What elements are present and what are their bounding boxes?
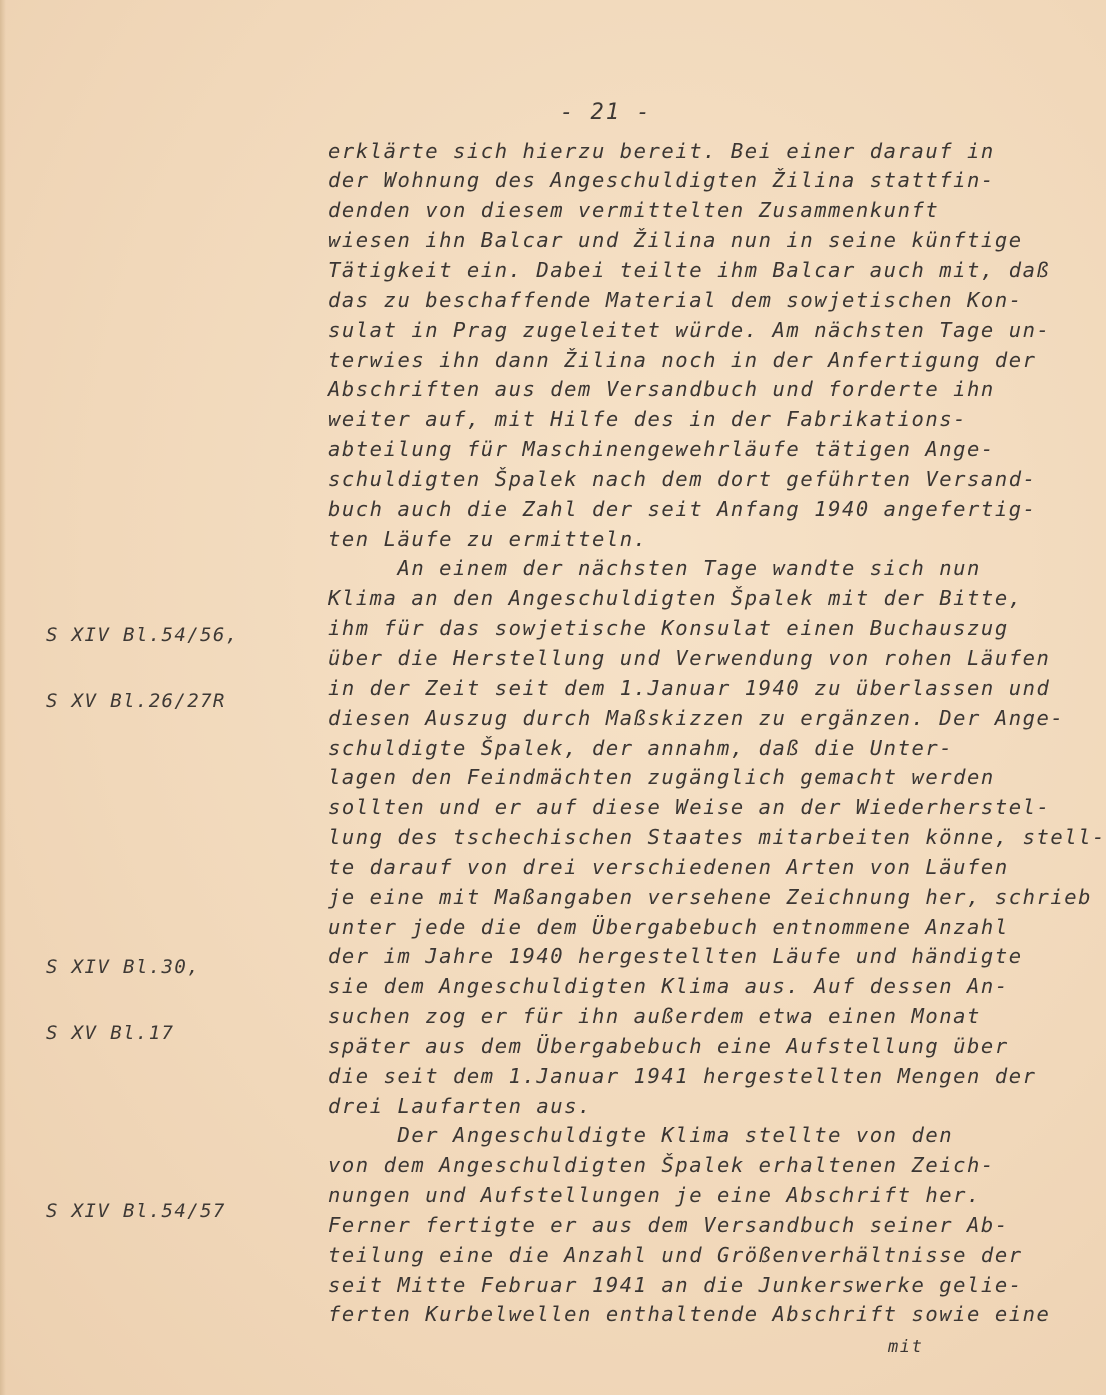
text-line: der Wohnung des Angeschuldigten Žilina stattfin-	[328, 168, 995, 192]
text-line: über die Herstellung und Verwendung von rohen Läufen	[328, 646, 1051, 670]
text-line: sollten und er auf diese Weise an der Wiederherstel-	[328, 795, 1051, 819]
text-line: der im Jahre 1940 hergestellten Läufe und händigte	[328, 944, 1023, 968]
marginal-reference	[46, 1156, 226, 1266]
text-line: lagen den Feindmächten zugänglich gemacht werden	[328, 765, 995, 789]
marginal-reference-line: S XIV Bl.30,	[46, 956, 201, 978]
text-line: sie dem Angeschuldigten Klima aus. Auf dessen An-	[328, 974, 1009, 998]
text-line: terwies ihn dann Žilina noch in der Anfertigung der	[328, 348, 1037, 372]
text-line: von dem Angeschuldigten Špalek erhaltenen Zeich-	[328, 1153, 995, 1177]
text-line: unter jede die dem Übergabebuch entnommene Anzahl	[328, 915, 1009, 939]
page-number: - 21 -	[560, 100, 652, 125]
text-line: buch auch die Zahl der seit Anfang 1940 angefertig-	[328, 497, 1037, 521]
text-line: ten Läufe zu ermitteln.	[328, 527, 648, 551]
marginal-reference	[46, 580, 239, 756]
text-line: Ferner fertigte er aus dem Versandbuch seiner Ab-	[328, 1213, 1009, 1237]
catchword: mit	[888, 1337, 924, 1357]
text-line: in der Zeit seit dem 1.Januar 1940 zu überlassen und	[328, 676, 1051, 700]
text-line: nungen und Aufstellungen je eine Abschrift her.	[328, 1183, 981, 1207]
text-line: je eine mit Maßangaben versehene Zeichnung her, schrieb	[328, 885, 1093, 909]
marginal-reference-line: S XIV Bl.54/57	[46, 1200, 226, 1222]
text-line: lung des tschechischen Staates mitarbeiten könne, stell-	[328, 825, 1106, 849]
text-line: das zu beschaffende Material dem sowjetischen Kon-	[328, 288, 1023, 312]
marginal-reference	[46, 912, 200, 1088]
text-line: schuldigten Špalek nach dem dort geführten Versand-	[328, 467, 1037, 491]
marginal-reference-line: S XV Bl.17	[46, 1022, 175, 1044]
text-line: schuldigte Špalek, der annahm, daß die Unter-	[328, 736, 954, 760]
page-edge-shadow	[0, 0, 6, 1395]
text-line: wiesen ihn Balcar und Žilina nun in seine künftige	[328, 228, 1023, 252]
marginal-reference-line: S XV Bl.26/27R	[46, 690, 226, 712]
text-line: später aus dem Übergabebuch eine Aufstellung über	[328, 1034, 1009, 1058]
text-line: Klima an den Angeschuldigten Špalek mit der Bitte,	[328, 586, 1023, 610]
text-line: teilung eine die Anzahl und Größenverhältnisse der	[328, 1243, 1023, 1267]
text-line: drei Laufarten aus.	[328, 1094, 592, 1118]
text-line: An einem der nächsten Tage wandte sich nun	[328, 556, 981, 580]
text-line: die seit dem 1.Januar 1941 hergestellten Mengen der	[328, 1064, 1037, 1088]
text-line: Der Angeschuldigte Klima stellte von den	[328, 1123, 954, 1147]
text-line: weiter auf, mit Hilfe des in der Fabrikations-	[328, 407, 968, 431]
text-line: ferten Kurbelwellen enthaltende Abschrift sowie eine	[328, 1302, 1051, 1326]
text-line: ihm für das sowjetische Konsulat einen Buchauszug	[328, 616, 1009, 640]
text-line: denden von diesem vermittelten Zusammenkunft	[328, 198, 940, 222]
text-line: seit Mitte Februar 1941 an die Junkerswerke gelie-	[328, 1273, 1023, 1297]
text-line: erklärte sich hierzu bereit. Bei einer darauf in	[328, 139, 995, 163]
text-line: diesen Auszug durch Maßskizzen zu ergänzen. Der Ange-	[328, 706, 1065, 730]
text-line: te darauf von drei verschiedenen Arten von Läufen	[328, 855, 1009, 879]
text-line: Abschriften aus dem Versandbuch und forderte ihn	[328, 377, 995, 401]
text-line: suchen zog er für ihn außerdem etwa einen Monat	[328, 1004, 981, 1028]
text-line: abteilung für Maschinengewehrläufe tätigen Ange-	[328, 437, 995, 461]
text-line: Tätigkeit ein. Dabei teilte ihm Balcar auch mit, daß	[328, 258, 1051, 282]
text-line: sulat in Prag zugeleitet würde. Am nächsten Tage un-	[328, 318, 1051, 342]
marginal-reference-line: S XIV Bl.54/56,	[46, 624, 239, 646]
